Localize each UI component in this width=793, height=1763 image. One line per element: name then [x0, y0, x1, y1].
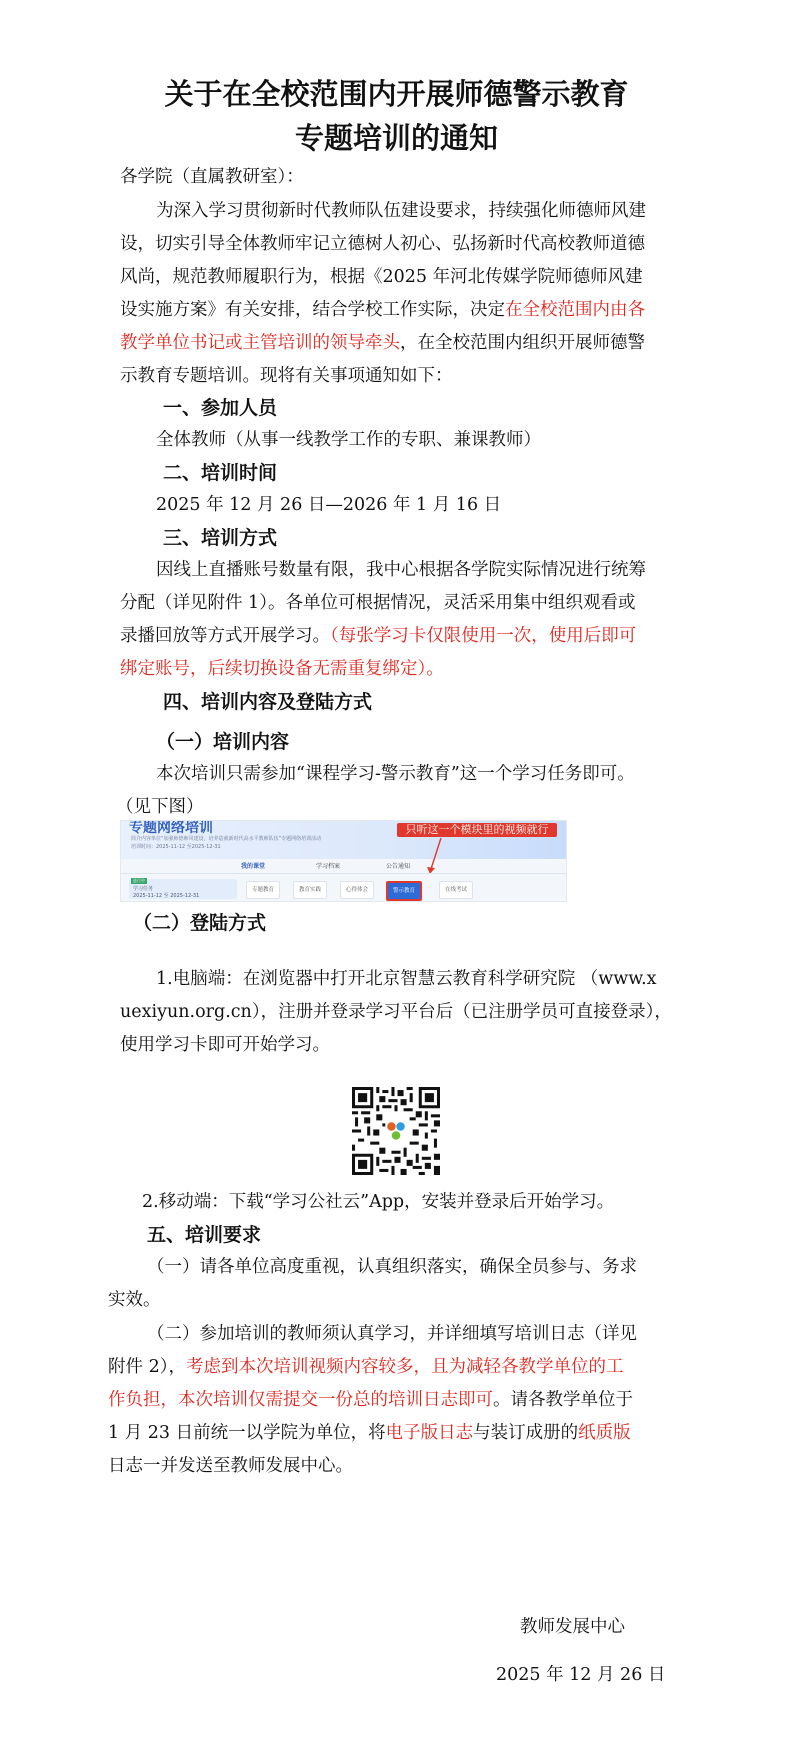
- screenshot-module-button: 教育实践: [293, 881, 327, 899]
- screenshot-tab: 公告通知: [386, 863, 411, 870]
- screenshot-status-badge: 进行中: [133, 878, 145, 883]
- requirement-line: [108, 1355, 623, 1379]
- intro-line: 示教育专题培训。现将有关事项通知如下：: [120, 366, 453, 386]
- screenshot-module-button: 专题教育: [246, 881, 280, 899]
- screenshot-module-button: 在线考试: [439, 881, 473, 899]
- screenshot-module-button: 心得体会: [340, 881, 374, 899]
- login-line: 使用学习卡即可开始学习。: [120, 1035, 330, 1055]
- signature-date: 2025 年 12 月 26 日: [496, 1665, 666, 1685]
- emphasis-text: 教学单位书记或主管培训的领导牵头: [120, 333, 400, 353]
- subsection-heading-login: （二）登陆方式: [133, 912, 267, 934]
- intro-text: 设实施方案》有关安排，结合学校工作实际，决定: [120, 300, 505, 320]
- method-line: [120, 624, 636, 648]
- login-line: 1.电脑端：在浏览器中打开北京智慧云教育科学研究院 （www.x: [156, 969, 657, 989]
- document-title-line2: 专题培训的通知: [294, 121, 498, 155]
- emphasis-text: 考虑到本次培训视频内容较多，且为减轻各教学单位的工: [185, 1357, 624, 1377]
- screenshot-module-button-warning: 警示教育: [386, 881, 422, 901]
- qr-code-icon: [352, 1087, 440, 1175]
- requirement-text: 。请各教学单位于: [493, 1390, 633, 1410]
- requirement-line: （一）请各单位高度重视，认真组织落实，确保全员参与、务求: [147, 1257, 637, 1277]
- section-heading-method: 三、培训方式: [163, 527, 278, 549]
- requirement-text: 1 月 23 日前统一以学院为单位，将: [108, 1423, 386, 1443]
- emphasis-text: 电子版日志: [385, 1423, 474, 1443]
- salutation: 各学院（直属教研室）：: [120, 167, 304, 187]
- requirement-line: 实效。: [108, 1290, 161, 1310]
- screenshot-tab: 我的课堂: [241, 863, 266, 870]
- intro-line: 风尚，规范教师履职行为，根据《2025 年河北传媒学院师德师风建: [120, 267, 643, 287]
- mobile-login-text: 2.移动端：下载“学习公社云”App，安装并登录后开始学习。: [142, 1192, 615, 1212]
- method-line: 分配（详见附件 1）。各单位可根据情况，灵活采用集中组织观看或: [120, 593, 636, 613]
- screenshot-banner-date: 培训时间：2025-11-12 至2025-12-31: [131, 844, 221, 850]
- section-heading-time: 二、培训时间: [163, 462, 278, 484]
- intro-line: 为深入学习贯彻新时代教师队伍建设要求，持续强化师德师风建: [156, 201, 646, 221]
- content-text: 本次培训只需参加“课程学习-警示教育”这一个学习任务即可。: [156, 764, 635, 784]
- subsection-heading-content: （一）培训内容: [156, 731, 290, 753]
- requirement-line: [108, 1388, 633, 1412]
- requirement-text: 与装订成册的: [473, 1423, 579, 1443]
- section-heading-content-login: 四、培训内容及登陆方式: [163, 691, 373, 713]
- emphasis-text: （每张学习卡仅限使用一次，使用后即可: [330, 626, 637, 646]
- intro-line: 设，切实引导全体教师牢记立德树人初心、弘扬新时代高校教师道德: [120, 234, 645, 254]
- screenshot-banner-title: 专题网络培训: [129, 820, 213, 836]
- method-line: 因线上直播账号数量有限，我中心根据各学院实际情况进行统筹: [156, 560, 646, 580]
- intro-line: [120, 331, 645, 355]
- intro-text: ，在全校范围内组织开展师德警: [400, 333, 645, 353]
- intro-line: [120, 298, 645, 322]
- emphasis-text: 纸质版: [578, 1423, 631, 1443]
- emphasis-text: 绑定账号，后续切换设备无需重复绑定）。: [120, 659, 444, 679]
- screenshot-banner-subtitle: 简介内容单位“加强师德师风建设，培养造就新时代高水平教师队伍”专题网络培训活动: [131, 836, 322, 842]
- requirement-line: [108, 1421, 631, 1445]
- requirement-line: 日志一并发送至教师发展中心。: [108, 1456, 353, 1476]
- participants-text: 全体教师（从事一线教学工作的专职、兼课教师）: [156, 430, 541, 450]
- screenshot-tab-divider: [121, 873, 566, 874]
- screenshot-task-date: 2025-11-12 至 2025-12-31: [133, 893, 200, 899]
- screenshot-task-title: 学习任务: [133, 886, 154, 892]
- training-time-text: 2025 年 12 月 26 日—2026 年 1 月 16 日: [156, 495, 502, 515]
- screenshot-tab: 学习档案: [316, 863, 341, 870]
- requirement-line: （二）参加培训的教师须认真学习，并详细填写培训日志（详见: [147, 1324, 637, 1344]
- emphasis-text: 作负担，本次培训仅需提交一份总的培训日志即可: [108, 1390, 493, 1410]
- section-heading-participants: 一、参加人员: [163, 397, 278, 419]
- content-text: （见下图）: [116, 797, 204, 817]
- emphasis-text: 在全校范围内由各: [505, 300, 645, 320]
- platform-screenshot: [120, 820, 567, 902]
- login-line: uexiyun.org.cn），注册并登录学习平台后（已注册学员可直接登录），: [120, 1002, 672, 1022]
- method-text: 录播回放等方式开展学习。: [120, 626, 330, 646]
- section-heading-requirements: 五、培训要求: [147, 1224, 262, 1246]
- document-title-line1: 关于在全校范围内开展师德警示教育: [164, 77, 629, 111]
- signature-organization: 教师发展中心: [520, 1617, 625, 1637]
- screenshot-callout: 只听这一个模块里的视频就行: [397, 823, 557, 837]
- requirement-text: 附件 2），: [108, 1357, 186, 1377]
